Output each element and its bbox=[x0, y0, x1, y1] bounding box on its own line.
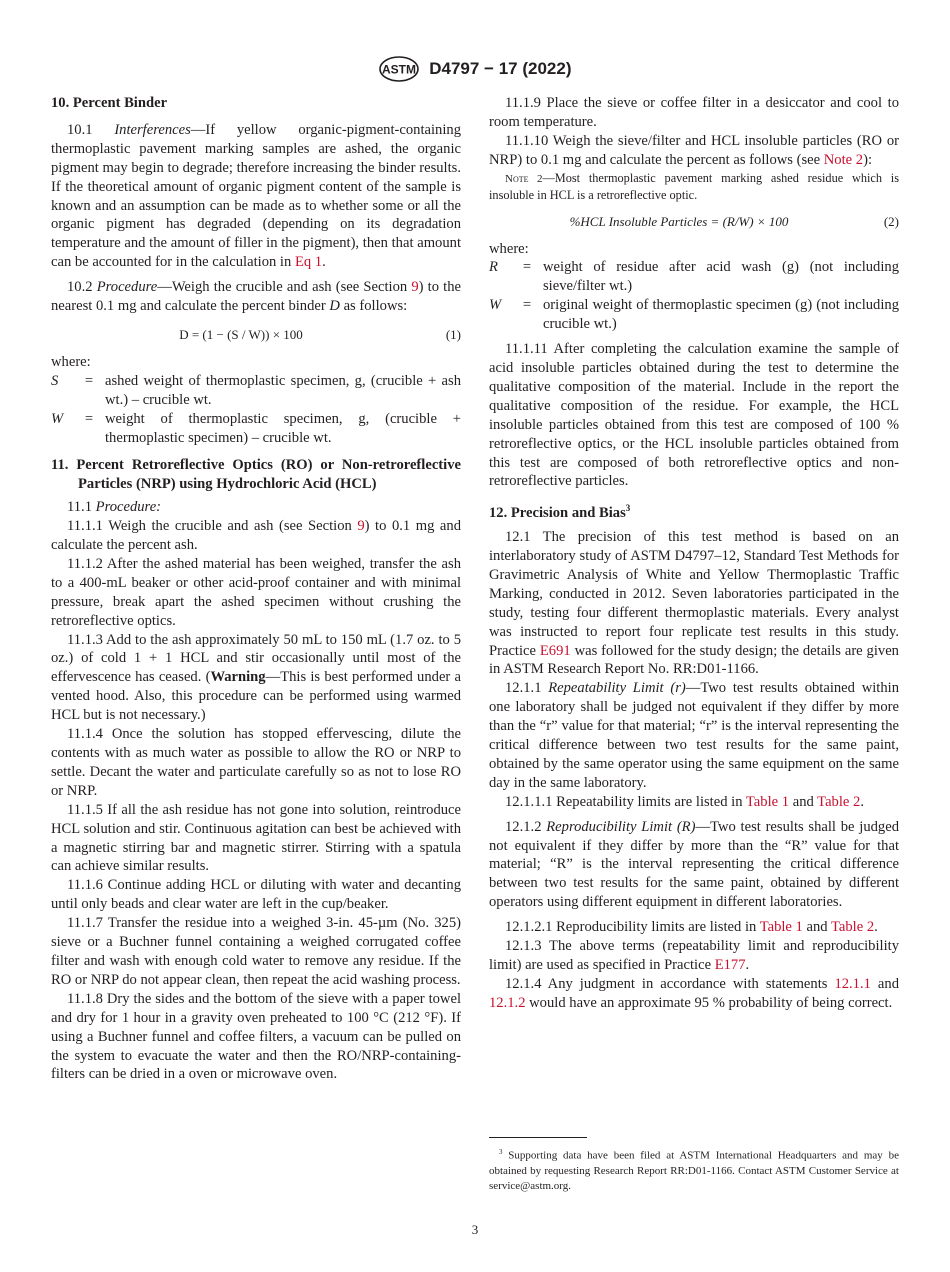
svg-text:ASTM: ASTM bbox=[381, 62, 416, 77]
where-label: where: bbox=[51, 353, 91, 370]
right-column bbox=[489, 94, 899, 1013]
designation: D4797 − 17 (2022) bbox=[429, 59, 572, 78]
equation-1 bbox=[51, 326, 461, 345]
para-12-1: 12.1 The precision of this test method is based on an interlaboratory study of ASTM D4797–12, Standard Test Methods for Gravimetric Analysis of White and Yellow Thermoplastic Traffic Marking, conducted in 2012. Seven laboratories participated in the study, testing four different thermoplastic materials. Every analyst was instructed to report four replicate test results in this study. Practice E691 was followed for the study design; the details are given in ASTM Research Report No. RR:D01-1166. bbox=[489, 529, 899, 678]
section-12-title: 12. Precision and Bias$^3$ bbox=[489, 503, 631, 522]
left-column bbox=[51, 94, 461, 1084]
definition-W: W = original weight of thermoplastic specimen (g) (not including crucible wt.) bbox=[489, 297, 899, 333]
para-11-1-10: 11.1.10 Weigh the sieve/filter and HCL insoluble particles (RO or NRP) to 0.1 mg and calculate the percent as follows (see Note 2): bbox=[489, 132, 899, 168]
equation-2 bbox=[489, 213, 899, 232]
note-2-link[interactable]: Note 2 bbox=[823, 151, 864, 168]
para-12-1-3: 12.1.3 The above terms (repeatability limit and reproducibility limit) are used as specified in Practice E177. bbox=[489, 938, 899, 974]
para-11-1-6: 11.1.6 Continue adding HCL or diluting with water and decanting until only beads and clear water are left in the cup/beaker. bbox=[51, 877, 461, 913]
section-12-1-1-link[interactable]: 12.1.1 bbox=[834, 975, 871, 992]
para-11-1-4: 11.1.4 Once the solution has stopped effervescing, dilute the contents with as much water as possible to allow the RO or NRP to settle. Decant the water and particulate carefully so as not to lose RO or NRP. bbox=[51, 726, 461, 799]
note-2: Note 2—Most thermoplastic pavement marking ashed residue which is insoluble in HCL is a retroreflective optic. bbox=[489, 170, 900, 202]
para-12-1-1-1: 12.1.1.1 Repeatability limits are listed in Table 1 and Table 2. bbox=[505, 793, 864, 810]
page-number: 3 bbox=[471, 1222, 479, 1237]
section-11-title: 11. Percent Retroreflective Optics (RO) or Non-retroreflective Particles (NRP) using Hydrochloric Acid (HCL) bbox=[51, 457, 461, 493]
para-11-1-3: 11.1.3 Add to the ash approximately 50 mL to 150 mL (1.7 oz. to 5 oz.) of cold 1 + 1 HCL and stir occasionally until most of the effervescence has ceased. (Warning—This is best performed under a vented hood. Also, this procedure can be performed using warmed HCL but is not necessary.) bbox=[51, 631, 461, 724]
table-2-link[interactable]: Table 2 bbox=[830, 919, 875, 936]
section-10-title: 10. Percent Binder bbox=[51, 95, 168, 111]
e691-link[interactable]: E691 bbox=[539, 642, 571, 659]
para-11-1-7: 11.1.7 Transfer the residue into a weighed 3-in. 45-µm (No. 325) sieve or a Buchner funnel containing a weighed corrugated coffee filter and wash with enough cold water to remove any residue. If the RO or NRP do not appear clean, then repeat the acid washing process. bbox=[51, 915, 461, 988]
table-1-link[interactable]: Table 1 bbox=[759, 919, 803, 936]
astm-logo-icon bbox=[379, 56, 419, 82]
para-11-1-11: 11.1.11 After completing the calculation examine the sample of acid insoluble particles obtained during the test to determine the qualitative composition of the material. Include in the report the qualitative composition of the residue. For example, the HCL insoluble particles obtained from this test are composed of 100 % retroreflective optics, or the HCL insoluble particles obtained from this test are composed of both retroreflective optics and non-retroreflective particles. bbox=[489, 341, 899, 490]
section-9-link[interactable]: 9 bbox=[357, 518, 365, 535]
equation-2-number: (2) bbox=[883, 213, 899, 229]
section-9-link[interactable]: 9 bbox=[411, 279, 419, 296]
section-12-1-2-link[interactable]: 12.1.2 bbox=[489, 994, 526, 1011]
page-header bbox=[0, 56, 950, 82]
para-12-1-4: 12.1.4 Any judgment in accordance with statements 12.1.1 and 12.1.2 would have an approximate 95 % probability of being correct. bbox=[489, 975, 899, 1011]
footnote-divider bbox=[489, 1137, 587, 1138]
table-2-link[interactable]: Table 2 bbox=[817, 793, 861, 810]
para-11-1-2: 11.1.2 After the ashed material has been weighed, transfer the ash to a 400-mL beaker or other acid-proof container and with minimal pressure, break apart the ashed specimen without crushing the retroreflective optics. bbox=[51, 555, 461, 629]
definition-S: S = ashed weight of thermoplastic specimen, g, (crucible + ash wt.) – crucible wt. bbox=[51, 372, 461, 408]
para-10-2: 10.2 Procedure—Weigh the crucible and ash (see Section 9) to the nearest 0.1 mg and calculate the percent binder D as follows: bbox=[51, 279, 462, 315]
equation-2-expression: %HCL Insoluble Particles = (R/W) × 100 bbox=[569, 213, 789, 229]
where-label: where: bbox=[489, 240, 529, 257]
equation-1-expression: D = (1 − (S / W)) × 100 bbox=[179, 326, 303, 342]
para-11-1-1: 11.1.1 Weigh the crucible and ash (see Section 9) to 0.1 mg and calculate the percent ash. bbox=[51, 518, 461, 554]
para-10-1: 10.1 Interferences—If yellow organic-pigment-containing thermoplastic pavement marking samples are ashed, the organic pigment may begin to degrade; therefore increasing the binder results. If the theoretical amount of organic pigment content of the sample is known and an assumption can be made as to whether some or all the organic pigment has degraded (depending on its degradation temperature and the amount of filler in the pigment), then that amount can be accounted for in the calculation in Eq 1. bbox=[51, 121, 461, 271]
eq1-link[interactable]: Eq 1 bbox=[294, 254, 323, 271]
para-12-1-1: 12.1.1 Repeatability Limit (r)—Two test results obtained within one laboratory shall be judged not equivalent if they differ by more than the “r” value for that material; “r” is the interval representing the critical difference between two test results for the same paint, obtained by the same operator using the same equipment on the same day in the same laboratory. bbox=[489, 680, 899, 791]
equation-1-number: (1) bbox=[445, 326, 461, 342]
para-11-1-9: 11.1.9 Place the sieve or coffee filter in a desiccator and cool to room temperature. bbox=[489, 95, 899, 130]
para-12-1-2-1: 12.1.2.1 Reproducibility limits are listed in Table 1 and Table 2. bbox=[505, 919, 878, 936]
footnote-3: $^3$ Supporting data have been filed at ASTM International Headquarters and may be obtained by requesting Research Report RR:D01-1166. Contact ASTM Customer Service at service@astm.org. bbox=[489, 1148, 899, 1192]
definition-R: R = weight of residue after acid wash (g) (not including sieve/filter wt.) bbox=[489, 259, 899, 295]
para-12-1-2: 12.1.2 Reproducibility Limit (R)—Two test results shall be judged not equivalent if they differ by more than the “R” value for that material; “R” is the interval representing the critical difference between two test results for the same paint, obtained by different operators using different equipment in different laboratories. bbox=[489, 818, 899, 911]
para-11-1-8: 11.1.8 Dry the sides and the bottom of the sieve with a paper towel and dry for 1 hour in a gravity oven preheated to 100 °C (212 °F). If using a Buchner funnel and coffee filters, a vacuum can be pulled on the system to evacuate the water and then the RO/NRP-containing-filters can be dried in a oven or microwave oven. bbox=[51, 990, 461, 1083]
table-1-link[interactable]: Table 1 bbox=[745, 793, 790, 810]
e177-link[interactable]: E177 bbox=[714, 957, 746, 974]
para-11-1: 11.1 Procedure: bbox=[67, 499, 162, 516]
para-11-1-5: 11.1.5 If all the ash residue has not gone into solution, reintroduce HCL solution and stir. Continuous agitation can best be achieved with a magnetic stirring bar and magnetic stirrer. Stirring with a spatula can achieve similar results. bbox=[51, 801, 461, 875]
definition-W: W = weight of thermoplastic specimen, g, (crucible + thermoplastic specimen) – crucible wt. bbox=[51, 410, 461, 446]
